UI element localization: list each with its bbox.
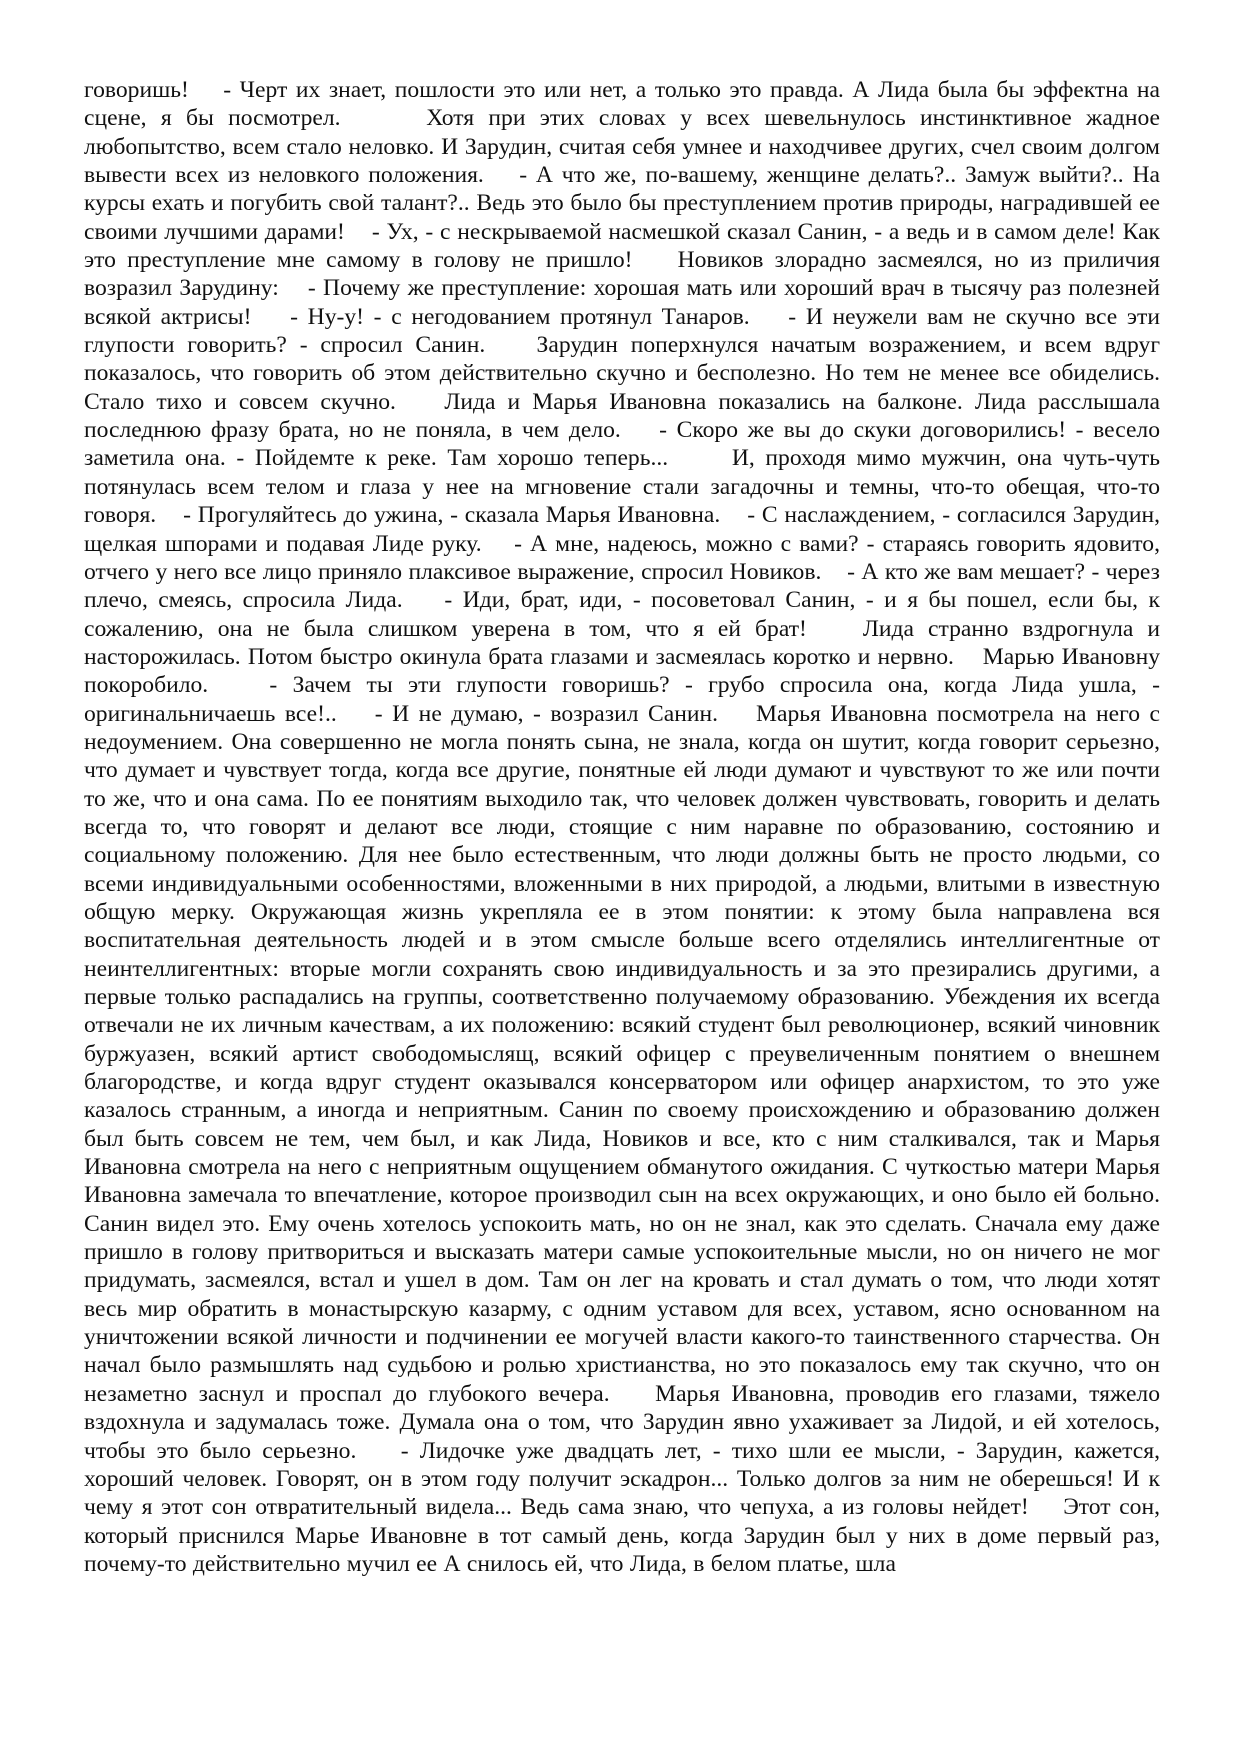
body-text: говоришь! - Черт их знает, пошлости это или нет, а только это правда. А Лида была бы эффектна на сцене, я бы посмотрел. Хотя при этих словах у всех шевельнулось инстинктивное жадное любопытство, всем стало неловко. И Зарудин, считая себя умнее и находчивее других, счел своим долгом вывести всех из неловкого положения. - А что же, по-вашему, женщине делать?.. Замуж выйти?.. На курсы ехать и погубить свой талант?.. Ведь это было бы преступлением против природы, наградившей ее своими лучшими дарами! - Ух, - с нескрываемой насмешкой сказал Санин, - а ведь и в самом деле! Как это преступление мне самому в голову не пришло! Новиков злорадно засмеялся, но из приличия возразил Зарудину: - Почему же преступление: хорошая мать или хороший врач в тысячу раз полезней всякой актрисы! - Ну-у! - с негодованием протянул Танаров. - И неужели вам не скучно все эти глупости говорить? - спросил Санин. Зарудин поперхнулся начатым возражением, и всем вдруг показалось, что говорить об этом действительно скучно и бесполезно. Но тем не менее все обиделись. Стало тихо и совсем скучно. Лида и Марья Ивановна показались на балконе. Лида расслышала последнюю фразу брата, но не поняла, в чем дело. - Скоро же вы до скуки договорились! - весело заметила она. - Пойдемте к реке. Там хорошо теперь... И, проходя мимо мужчин, она чуть-чуть потянулась всем телом и глаза у нее на мгновение стали загадочны и темны, что-то обещая, что-то говоря. - Прогуляйтесь до ужина, - сказала Марья Ивановна. - С наслаждением, - согласился Зарудин, щелкая шпорами и подавая Лиде руку. - А мне, надеюсь, можно с вами? - стараясь говорить ядовито, отчего у него все лицо приняло плаксивое выражение, спросил Новиков. - А кто же вам мешает? - через плечо, смеясь, спросила Лида. - Иди, брат, иди, - посоветовал Санин, - и я бы пошел, если бы, к сожалению, она не была слишком уверена в том, что я ей брат! Лида странно вздрогнула и насторожилась. Потом быстро окинула брата глазами и засмеялась коротко и нервно. Марью Ивановну покоробило. - Зачем ты эти глупости говоришь? - грубо спросила она, когда Лида ушла, - оригинальничаешь все!.. - И не думаю, - возразил Санин. Марья Ивановна посмотрела на него с недоумением. Она совершенно не могла понять сына, не знала, когда он шутит, когда говорит серьезно, что думает и чувствует тогда, когда все другие, понятные ей люди думают и чувствуют то же или почти то же, что и она сама. По ее понятиям выходило так, что человек должен чувствовать, говорить и делать всегда то, что говорят и делают все люди, стоящие с ним наравне по образованию, состоянию и социальному положению. Для нее было естественным, что люди должны быть не просто людьми, со всеми индивидуальными особенностями, вложенными в них природой, а людьми, влитыми в известную общую мерку. Окружающая жизнь укрепляла ее в этом понятии: к этому была направлена вся воспитательная деятельность людей и в этом смысле больше всего отделялись интеллигентные от неинтеллигентных: вторые могли сохранять свою индивидуальность и за это презирались другими, а первые только распадались на группы, соответственно получаемому образованию. Убеждения их всегда отвечали не их личным качествам, а их положению: всякий студент был революционер, всякий чиновник буржуазен, всякий артист свободомыслящ, всякий офицер с преувеличенным понятием о внешнем благородстве, и когда вдруг студент оказывался консерватором или офицер анархистом, то это уже казалось странным, а иногда и неприятным. Санин по своему происхождению и образованию должен был быть совсем не тем, чем был, и как Лида, Новиков и все, кто с ним сталкивался, так и Марья Ивановна смотрела на него с неприятным ощущением обманутого ожидания. С чуткостью матери Марья Ивановна замечала то впечатление, которое производил сын на всех окружающих, и оно было ей больно. Санин видел это. Ему очень хотелось успокоить мать, но он не знал, как это сделать. Сначала ему даже пришло в голову притвориться и высказать матери самые успокоительные мысли, но он ничего не мог придумать, засмеялся, встал и ушел в дом. Там он лег на кровать и стал думать о том, что люди хотят весь мир обратить в монастырскую казарму, с одним уставом для всех, уставом, ясно основанном на уничтожении всякой личности и подчинении ее могучей власти какого-то таинственного старчества. Он начал было размышлять над судьбою и ролью христианства, но это показалось ему так скучно, что он незаметно заснул и проспал до глубокого вечера. Марья Ивановна, проводив его глазами, тяжело вздохнула и задумалась тоже. Думала она о том, что Зарудин явно ухаживает за Лидой, и ей хотелось, чтобы это было серьезно. - Лидочке уже двадцать лет, - тихо шли ее мысли, - Зарудин, кажется, хороший человек. Говорят, он в этом году получит эскадрон... Только долгов за ним не оберешься! И к чему я этот сон отвратительный видела... Ведь сама знаю, что чепуха, а из головы нейдет! Этот сон, который приснился Марье Ивановне в тот самый день, когда Зарудин был у них в доме первый раз, почему-то действительно мучил ее А снилось ей, что Лида, в белом платье, шла [84, 77, 1186, 1577]
